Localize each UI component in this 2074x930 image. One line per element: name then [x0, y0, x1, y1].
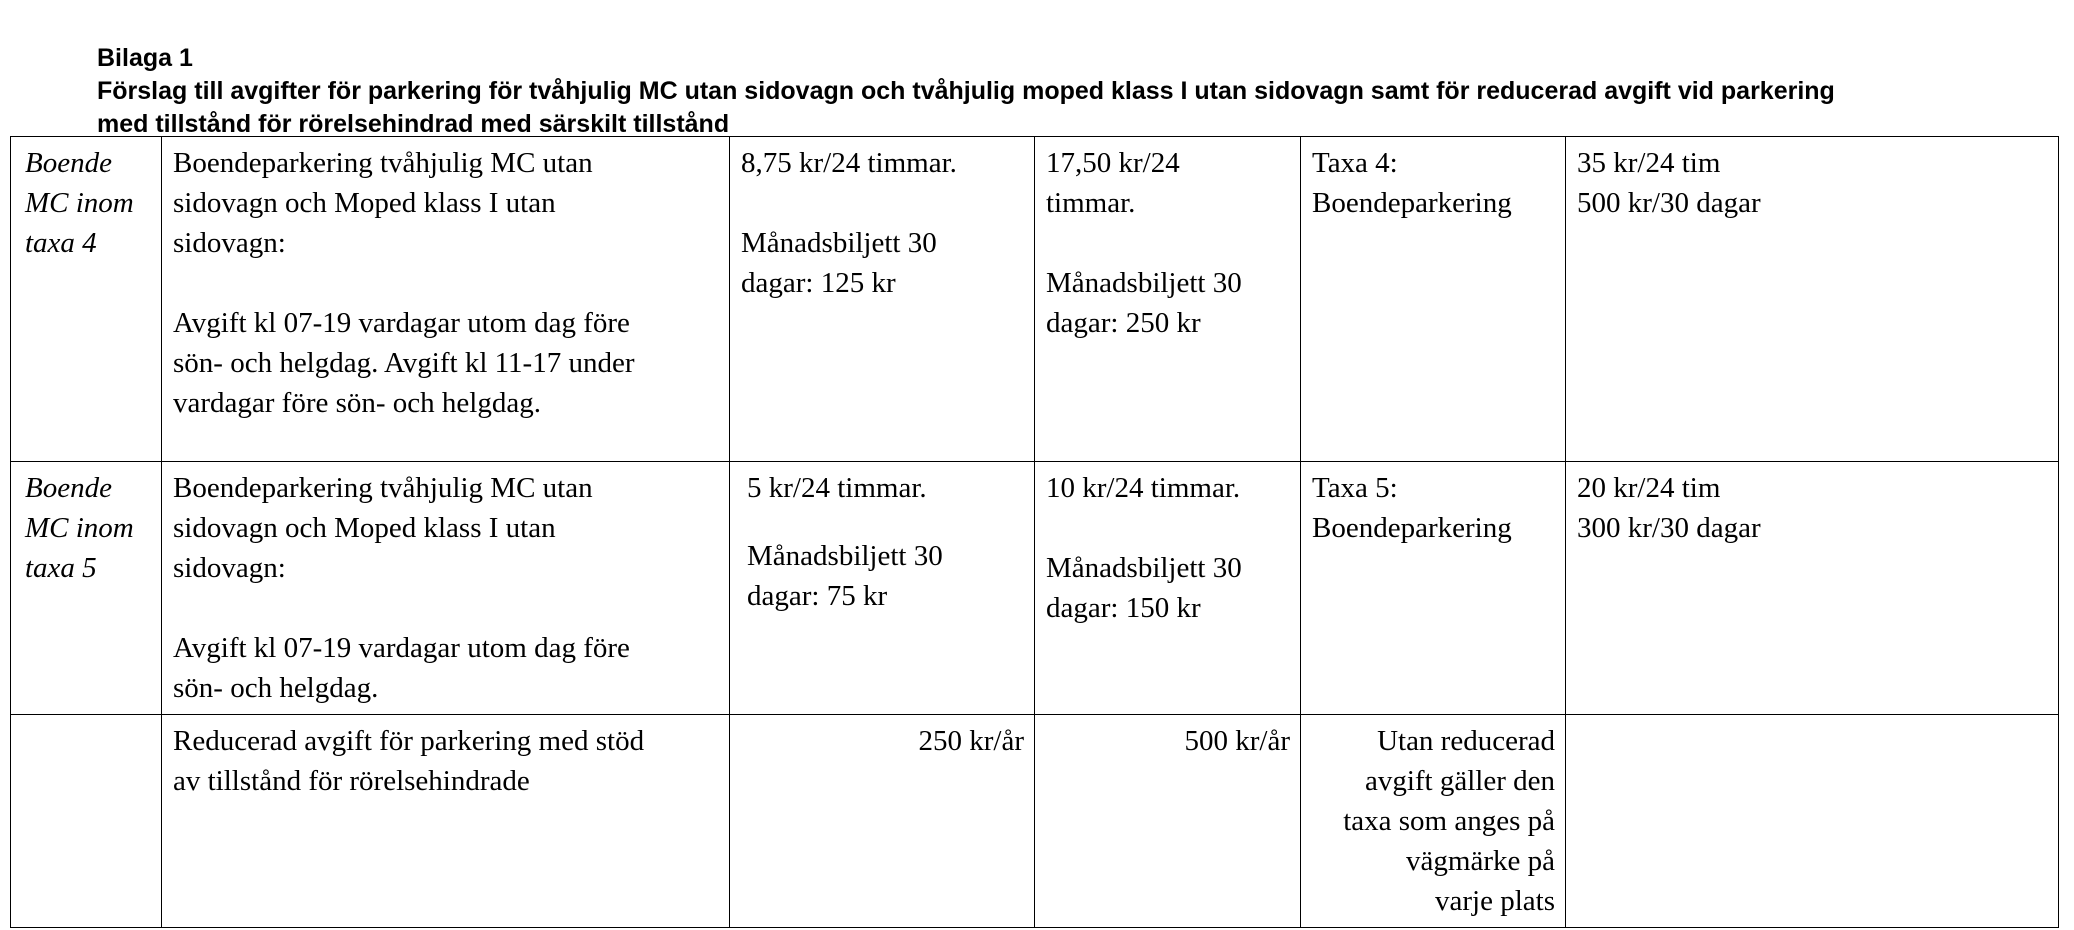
table-row [11, 462, 2059, 715]
description-cell: Boendeparkering tvåhjulig MC utan sidovagn och Moped klass I utan sidovagn: Avgift kl 07-19 vardagar utom dag före sön- och helgdag. Avgift kl 11-17 under vardagar före sön- och helgdag. [162, 137, 730, 462]
current-fee-cell: 35 kr/24 tim 500 kr/30 dagar [1566, 137, 2059, 462]
note-cell: Utan reducerad avgift gäller den taxa som anges på vägmärke på varje plats [1301, 715, 1566, 928]
category-cell [11, 715, 162, 928]
attachment-label: Bilaga 1 [97, 44, 193, 72]
current-fee-cell [1566, 715, 2059, 928]
heading-title-line-2: med tillstånd för rörelsehindrad med särskilt tillstånd [97, 110, 730, 138]
description-cell: Reducerad avgift för parkering med stöd av tillstånd för rörelsehindrade [162, 715, 730, 928]
proposed-fee-cell: 8,75 kr/24 timmar. Månadsbiljett 30 dagar: 125 kr [730, 137, 1035, 462]
proposed-fee-cell: 5 kr/24 timmar. Månadsbiljett 30 dagar: 75 kr [730, 462, 1035, 715]
proposed-fee-cell: 10 kr/24 timmar. Månadsbiljett 30 dagar: 150 kr [1035, 462, 1301, 715]
taxa-cell: Taxa 4: Boendeparkering [1301, 137, 1566, 462]
document-heading [97, 42, 2057, 141]
proposed-fee-cell: 500 kr/år [1035, 715, 1301, 928]
heading-title-line-1: Förslag till avgifter för parkering för tvåhjulig MC utan sidovagn och tvåhjulig moped klass I utan sidovagn samt för reducerad avgift vid parkering [97, 77, 1835, 105]
table-row [11, 715, 2059, 928]
proposed-fee-cell: 17,50 kr/24 timmar. Månadsbiljett 30 dagar: 250 kr [1035, 137, 1301, 462]
taxa-cell: Taxa 5: Boendeparkering [1301, 462, 1566, 715]
category-cell: Boende MC inom taxa 4 [11, 137, 162, 462]
fee-table [10, 136, 2059, 928]
proposed-fee-cell: 250 kr/år [730, 715, 1035, 928]
description-cell: Boendeparkering tvåhjulig MC utan sidovagn och Moped klass I utan sidovagn: Avgift kl 07-19 vardagar utom dag före sön- och helgdag. [162, 462, 730, 715]
category-cell: Boende MC inom taxa 5 [11, 462, 162, 715]
current-fee-cell: 20 kr/24 tim 300 kr/30 dagar [1566, 462, 2059, 715]
table-row [11, 137, 2059, 462]
